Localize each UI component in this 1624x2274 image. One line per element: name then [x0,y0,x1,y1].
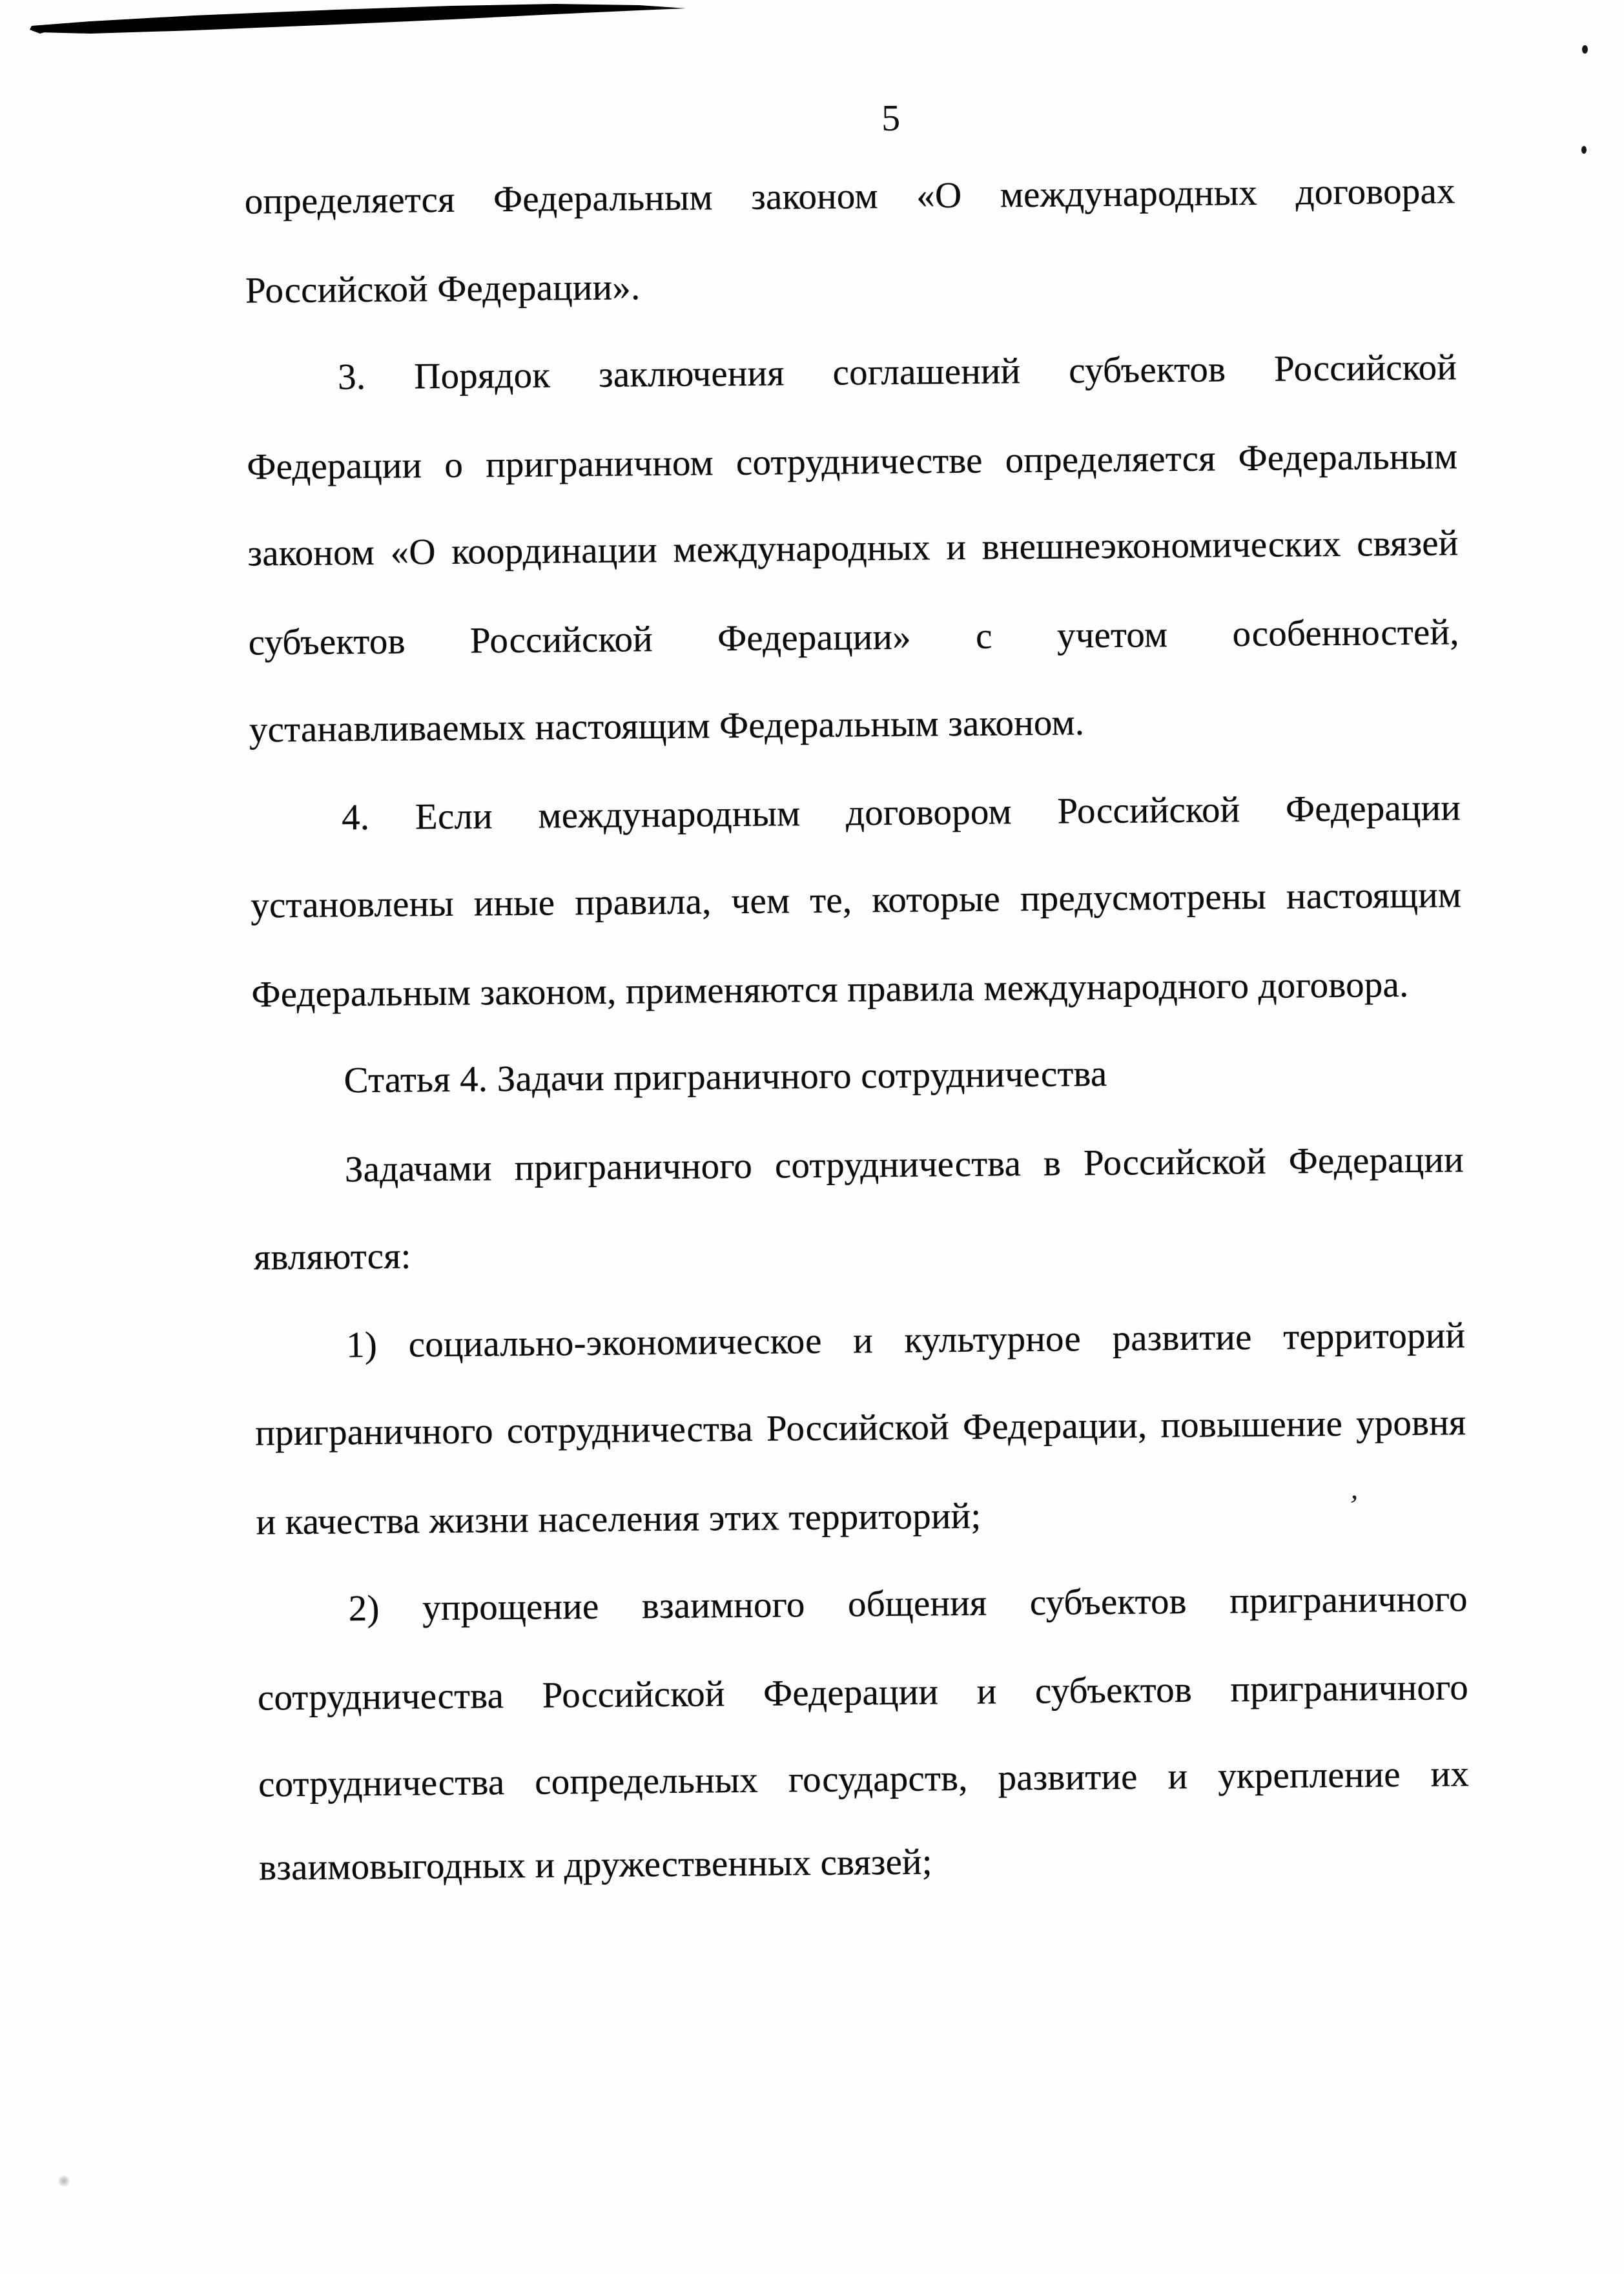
document-text [243,0,1474,2274]
text-line: и качества жизни населения этих территорий; [256,1495,982,1543]
page-number: 5 [881,96,901,140]
text-line: 2) упрощение взаимного общения субъектов приграничного [348,1578,1468,1629]
text-line: Статья 4. Задачи приграничного сотрудничества [344,1053,1107,1101]
text-line: сотрудничества сопредельных государств, развитие и укрепление их [258,1753,1470,1805]
text-line: сотрудничества Российской Федерации и субъектов приграничного [257,1667,1469,1719]
text-line: определяется Федеральным законом «О международных договорах [244,171,1455,222]
text-line: Задачами приграничного сотрудничества в Российской Федерации [344,1139,1465,1190]
text-line: законом «О координации международных и внешнеэкономических связей [247,522,1459,574]
tick-mark-artifact: ’ [1346,1488,1361,1522]
text-line: устанавливаемых настоящим Федеральным законом. [249,702,1085,750]
text-line: 3. Порядок заключения соглашений субъектов Российской [337,347,1457,398]
text-line: субъектов Российской Федерации» с учетом особенностей, [248,612,1459,663]
text-line: 1) социально-экономическое и культурное развитие территорий [345,1315,1466,1366]
text-line: взаимовыгодных и дружественных связей; [258,1841,933,1888]
text-line: Федеральным законом, применяются правила международного договора. [251,964,1409,1015]
text-line: 4. Если международным договором Российской Федерации [341,787,1461,838]
text-line: установлены иные правила, чем те, которые предусмотрены настоящим [250,874,1462,926]
text-line: Федерации о приграничном сотрудничестве определяется Федеральным [247,436,1458,488]
text-line: приграничного сотрудничества Российской Федерации, повышение уровня [255,1402,1466,1454]
text-line: являются: [253,1235,411,1278]
text-line: Российской Федерации». [245,267,641,311]
